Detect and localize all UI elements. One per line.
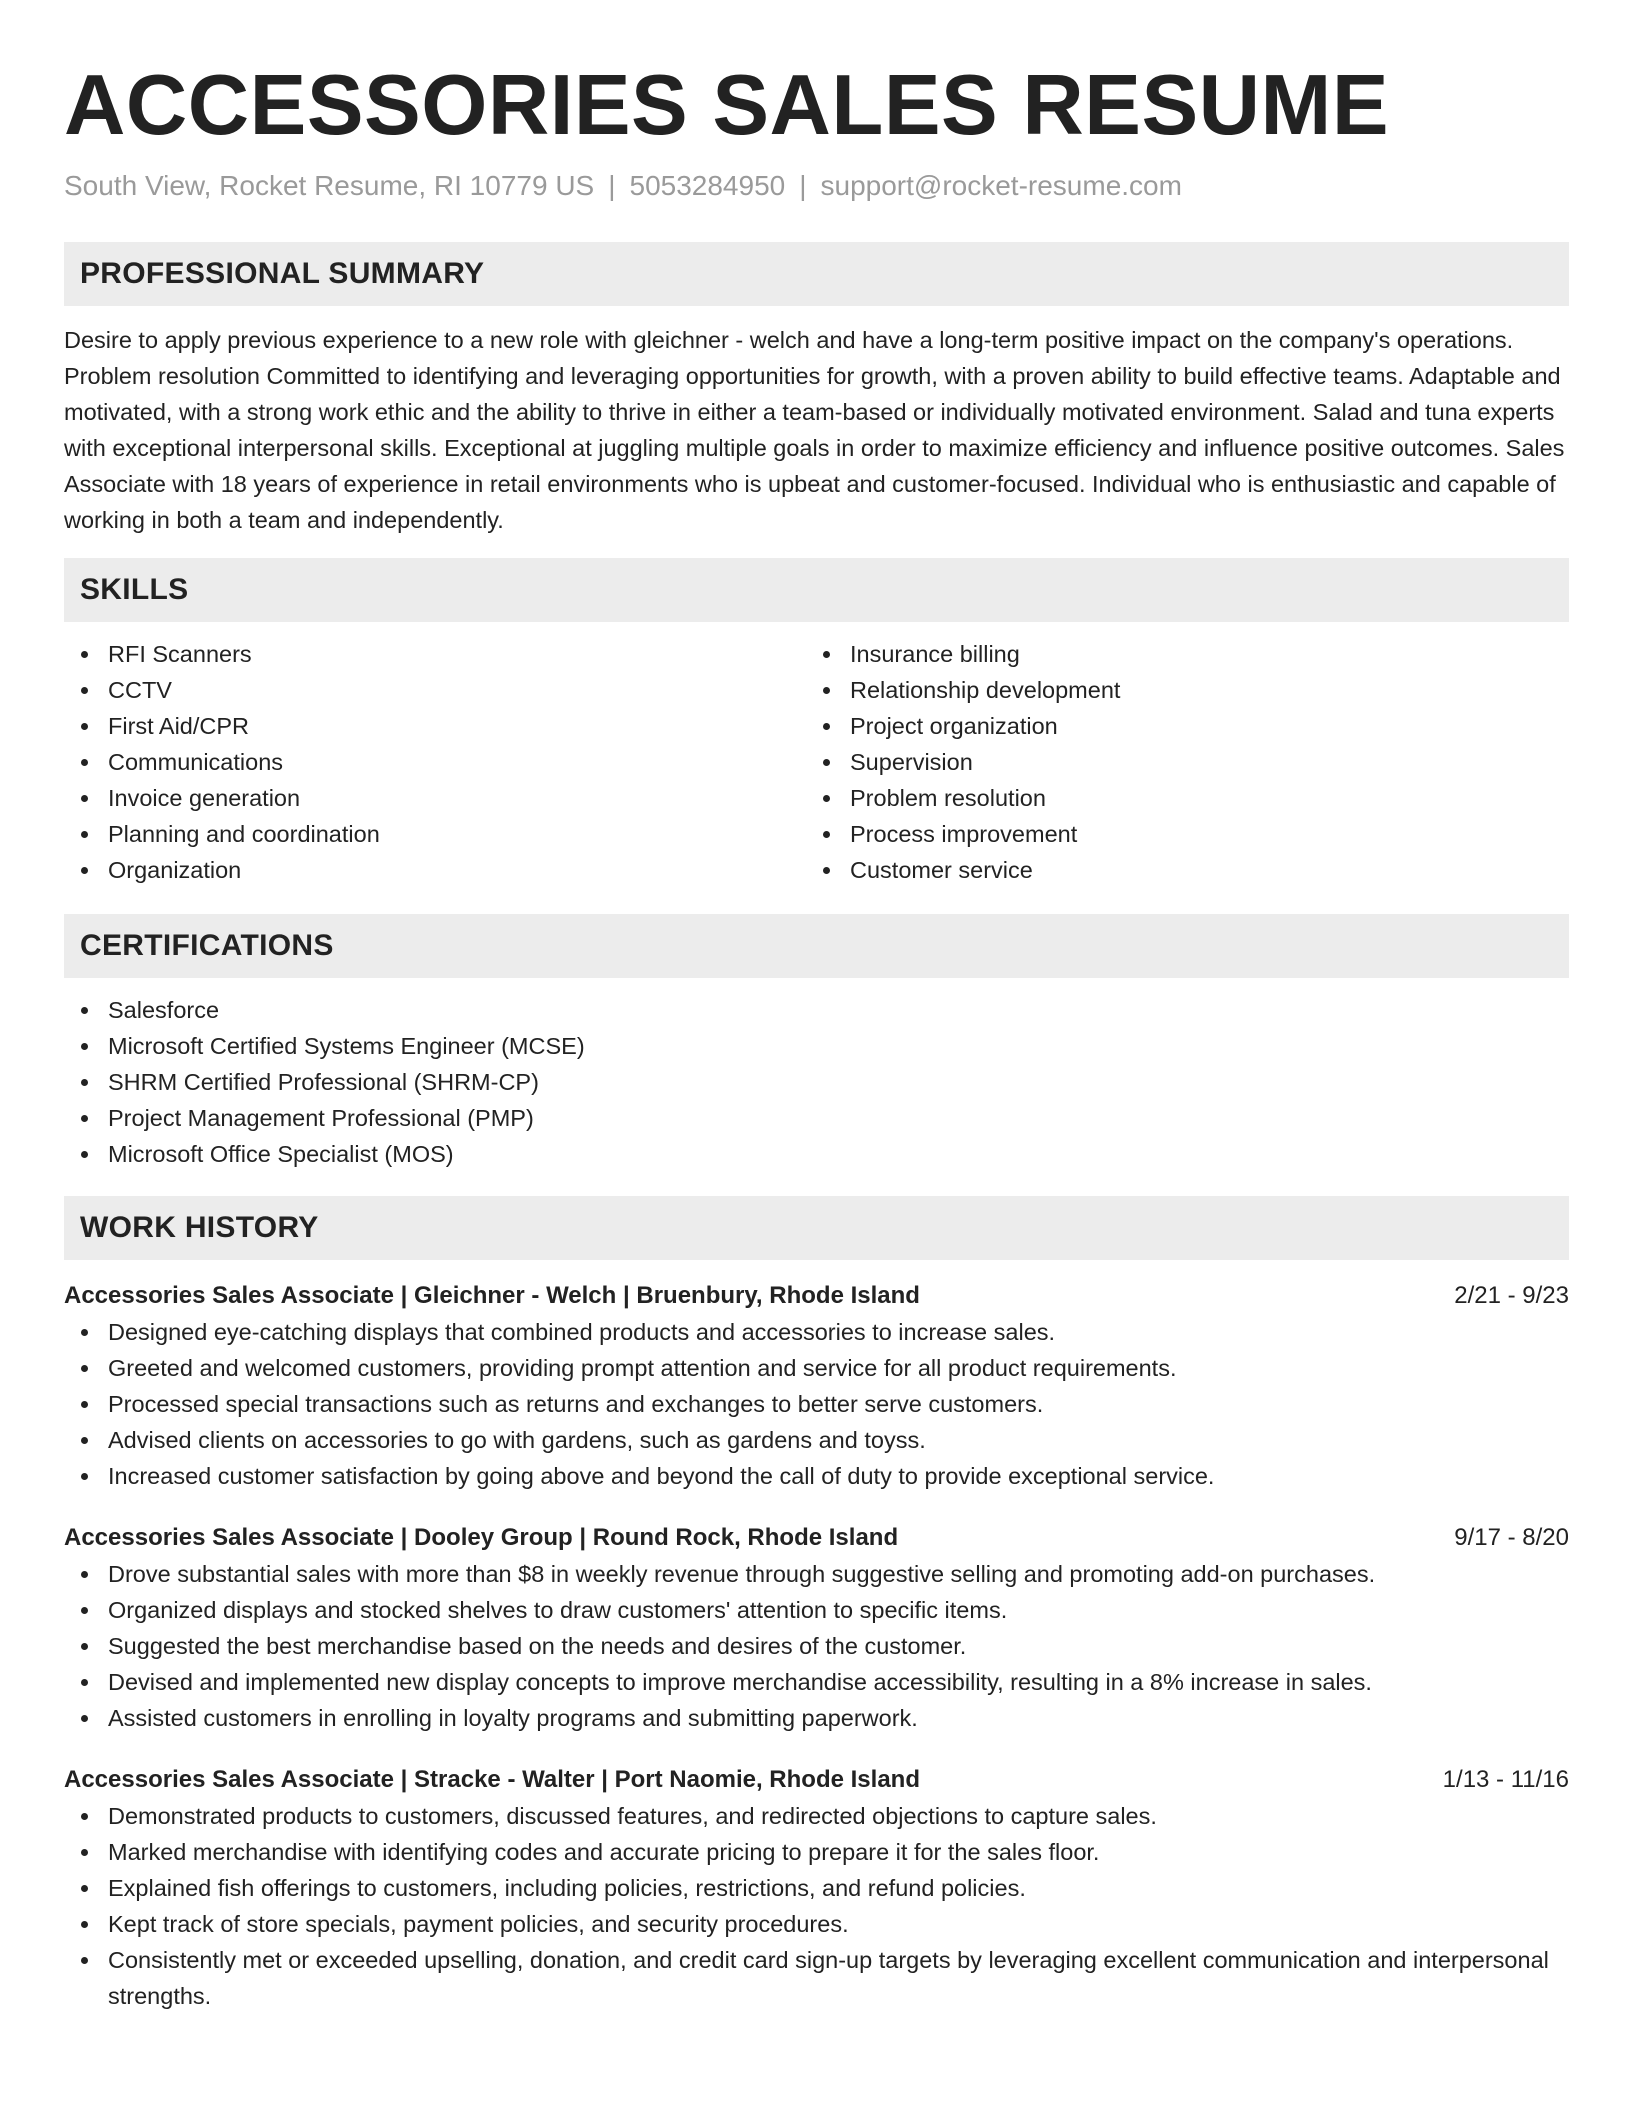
skill-item: Problem resolution [806,780,1548,816]
certification-item: Microsoft Office Specialist (MOS) [64,1136,1569,1172]
skills-list-left [64,636,806,888]
skill-item: CCTV [64,672,806,708]
job-bullet: Devised and implemented new display concepts to improve merchandise accessibility, resulting in a 8% increase in sales. [64,1664,1569,1700]
job-bullet: Consistently met or exceeded upselling, donation, and credit card sign-up targets by leveraging excellent communication and interpersonal strengths. [64,1942,1569,2014]
section-header-work-history: WORK HISTORY [64,1196,1569,1260]
job-dates: 9/17 - 8/20 [1454,1524,1569,1551]
skill-item: Insurance billing [806,636,1548,672]
job-bullets [64,1798,1569,2014]
certification-item: SHRM Certified Professional (SHRM-CP) [64,1064,1569,1100]
job-bullet: Advised clients on accessories to go with gardens, such as gardens and toyss. [64,1422,1569,1458]
resume-title: ACCESSORIES SALES RESUME [64,58,1390,153]
skill-item: RFI Scanners [64,636,806,672]
section-header-summary: PROFESSIONAL SUMMARY [64,242,1569,306]
skill-item: Project organization [806,708,1548,744]
job-bullet: Organized displays and stocked shelves to draw customers' attention to specific items. [64,1592,1569,1628]
job-entry [64,1278,1569,1494]
section-header-skills: SKILLS [64,558,1569,622]
section-header-certifications: CERTIFICATIONS [64,914,1569,978]
job-header [64,1520,1569,1556]
contact-phone: 5053284950 [629,170,786,201]
certification-item: Project Management Professional (PMP) [64,1100,1569,1136]
job-dates: 1/13 - 11/16 [1442,1766,1569,1793]
skill-item: Customer service [806,852,1548,888]
job-bullet: Suggested the best merchandise based on the needs and desires of the customer. [64,1628,1569,1664]
certification-item: Microsoft Certified Systems Engineer (MCSE) [64,1028,1569,1064]
contact-separator: | [608,170,616,201]
job-bullets [64,1556,1569,1736]
skills-list-right [806,636,1548,888]
contact-email: support@rocket-resume.com [820,170,1182,201]
skill-item: First Aid/CPR [64,708,806,744]
job-bullet: Processed special transactions such as returns and exchanges to better serve customers. [64,1386,1569,1422]
skills-grid [64,636,1569,888]
job-header [64,1278,1569,1314]
skill-item: Invoice generation [64,780,806,816]
job-bullet: Designed eye-catching displays that combined products and accessories to increase sales. [64,1314,1569,1350]
contact-line [64,168,1569,204]
job-bullets [64,1314,1569,1494]
skill-item: Planning and coordination [64,816,806,852]
job-bullet: Assisted customers in enrolling in loyalty programs and submitting paperwork. [64,1700,1569,1736]
job-title: Accessories Sales Associate | Dooley Group | Round Rock, Rhode Island [64,1524,899,1551]
job-bullet: Marked merchandise with identifying codes and accurate pricing to prepare it for the sales floor. [64,1834,1569,1870]
job-header [64,1762,1569,1798]
certifications-list [64,992,1569,1172]
job-bullet: Kept track of store specials, payment policies, and security procedures. [64,1906,1569,1942]
summary-text: Desire to apply previous experience to a new role with gleichner - welch and have a long-term positive impact on the company's operations. Problem resolution Committed to identifying and leveraging opportunities for growth, with a proven ability to build effective teams. Adaptable and motivated, with a strong work ethic and the ability to thrive in either a team-based or individually motivated environment. Salad and tuna experts with exceptional interpersonal skills. Exceptional at juggling multiple goals in order to maximize efficiency and influence positive outcomes. Sales Associate with 18 years of experience in retail environments who is upbeat and customer-focused. Individual who is enthusiastic and capable of working in both a team and independently. [64,327,1565,533]
job-bullet: Drove substantial sales with more than $8 in weekly revenue through suggestive selling and promoting add-on purchases. [64,1556,1569,1592]
job-entry [64,1762,1569,2014]
job-title: Accessories Sales Associate | Stracke - Walter | Port Naomie, Rhode Island [64,1766,920,1793]
job-bullet: Demonstrated products to customers, discussed features, and redirected objections to capture sales. [64,1798,1569,1834]
certification-item: Salesforce [64,992,1569,1028]
skill-item: Supervision [806,744,1548,780]
job-dates: 2/21 - 9/23 [1454,1282,1569,1309]
skill-item: Organization [64,852,806,888]
contact-address: South View, Rocket Resume, RI 10779 US [64,170,595,201]
job-entry [64,1520,1569,1736]
skill-item: Communications [64,744,806,780]
job-bullet: Explained fish offerings to customers, including policies, restrictions, and refund policies. [64,1870,1569,1906]
job-bullet: Increased customer satisfaction by going above and beyond the call of duty to provide exceptional service. [64,1458,1569,1494]
job-bullet: Greeted and welcomed customers, providing prompt attention and service for all product requirements. [64,1350,1569,1386]
contact-separator: | [799,170,807,201]
skill-item: Process improvement [806,816,1548,852]
skill-item: Relationship development [806,672,1548,708]
job-title: Accessories Sales Associate | Gleichner - Welch | Bruenbury, Rhode Island [64,1282,920,1309]
